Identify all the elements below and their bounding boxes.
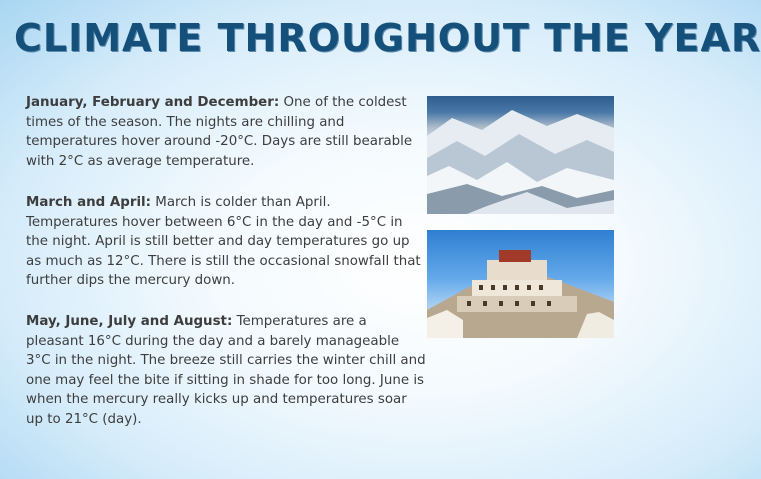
snow-mountains-illustration (427, 96, 614, 214)
snow-mountains-photo (427, 96, 614, 214)
climate-section-summer (26, 312, 426, 430)
monastery-photo (427, 230, 614, 338)
section-body: Temperatures are a pleasant 16°C during the day and a barely manageable 3°C in the night. The breeze still carries the winter chill and one may feel the bite if sitting in shade for too long. June is when the mercury really kicks up and temperatures soar up to 21°C (day). (26, 314, 426, 427)
monastery-illustration (427, 230, 614, 338)
slide-title: CLIMATE THROUGHOUT THE YEAR (14, 16, 761, 60)
section-heading: March and April: (26, 195, 152, 210)
climate-section-spring (26, 193, 426, 291)
section-body: One of the coldest times of the season. The nights are chilling and temperatures hover around -20°C. Days are still bearable with 2°C as average temperature. (26, 95, 413, 169)
section-heading: January, February and December: (26, 95, 280, 110)
section-body: March is colder than April. Temperatures hover between 6°C in the day and -5°C in the night. April is still better and day temperatures go up as much as 12°C. There is still the occasional snowfall that further dips the mercury down. (26, 195, 421, 289)
section-heading: May, June, July and August: (26, 314, 233, 329)
climate-section-winter (26, 93, 426, 171)
